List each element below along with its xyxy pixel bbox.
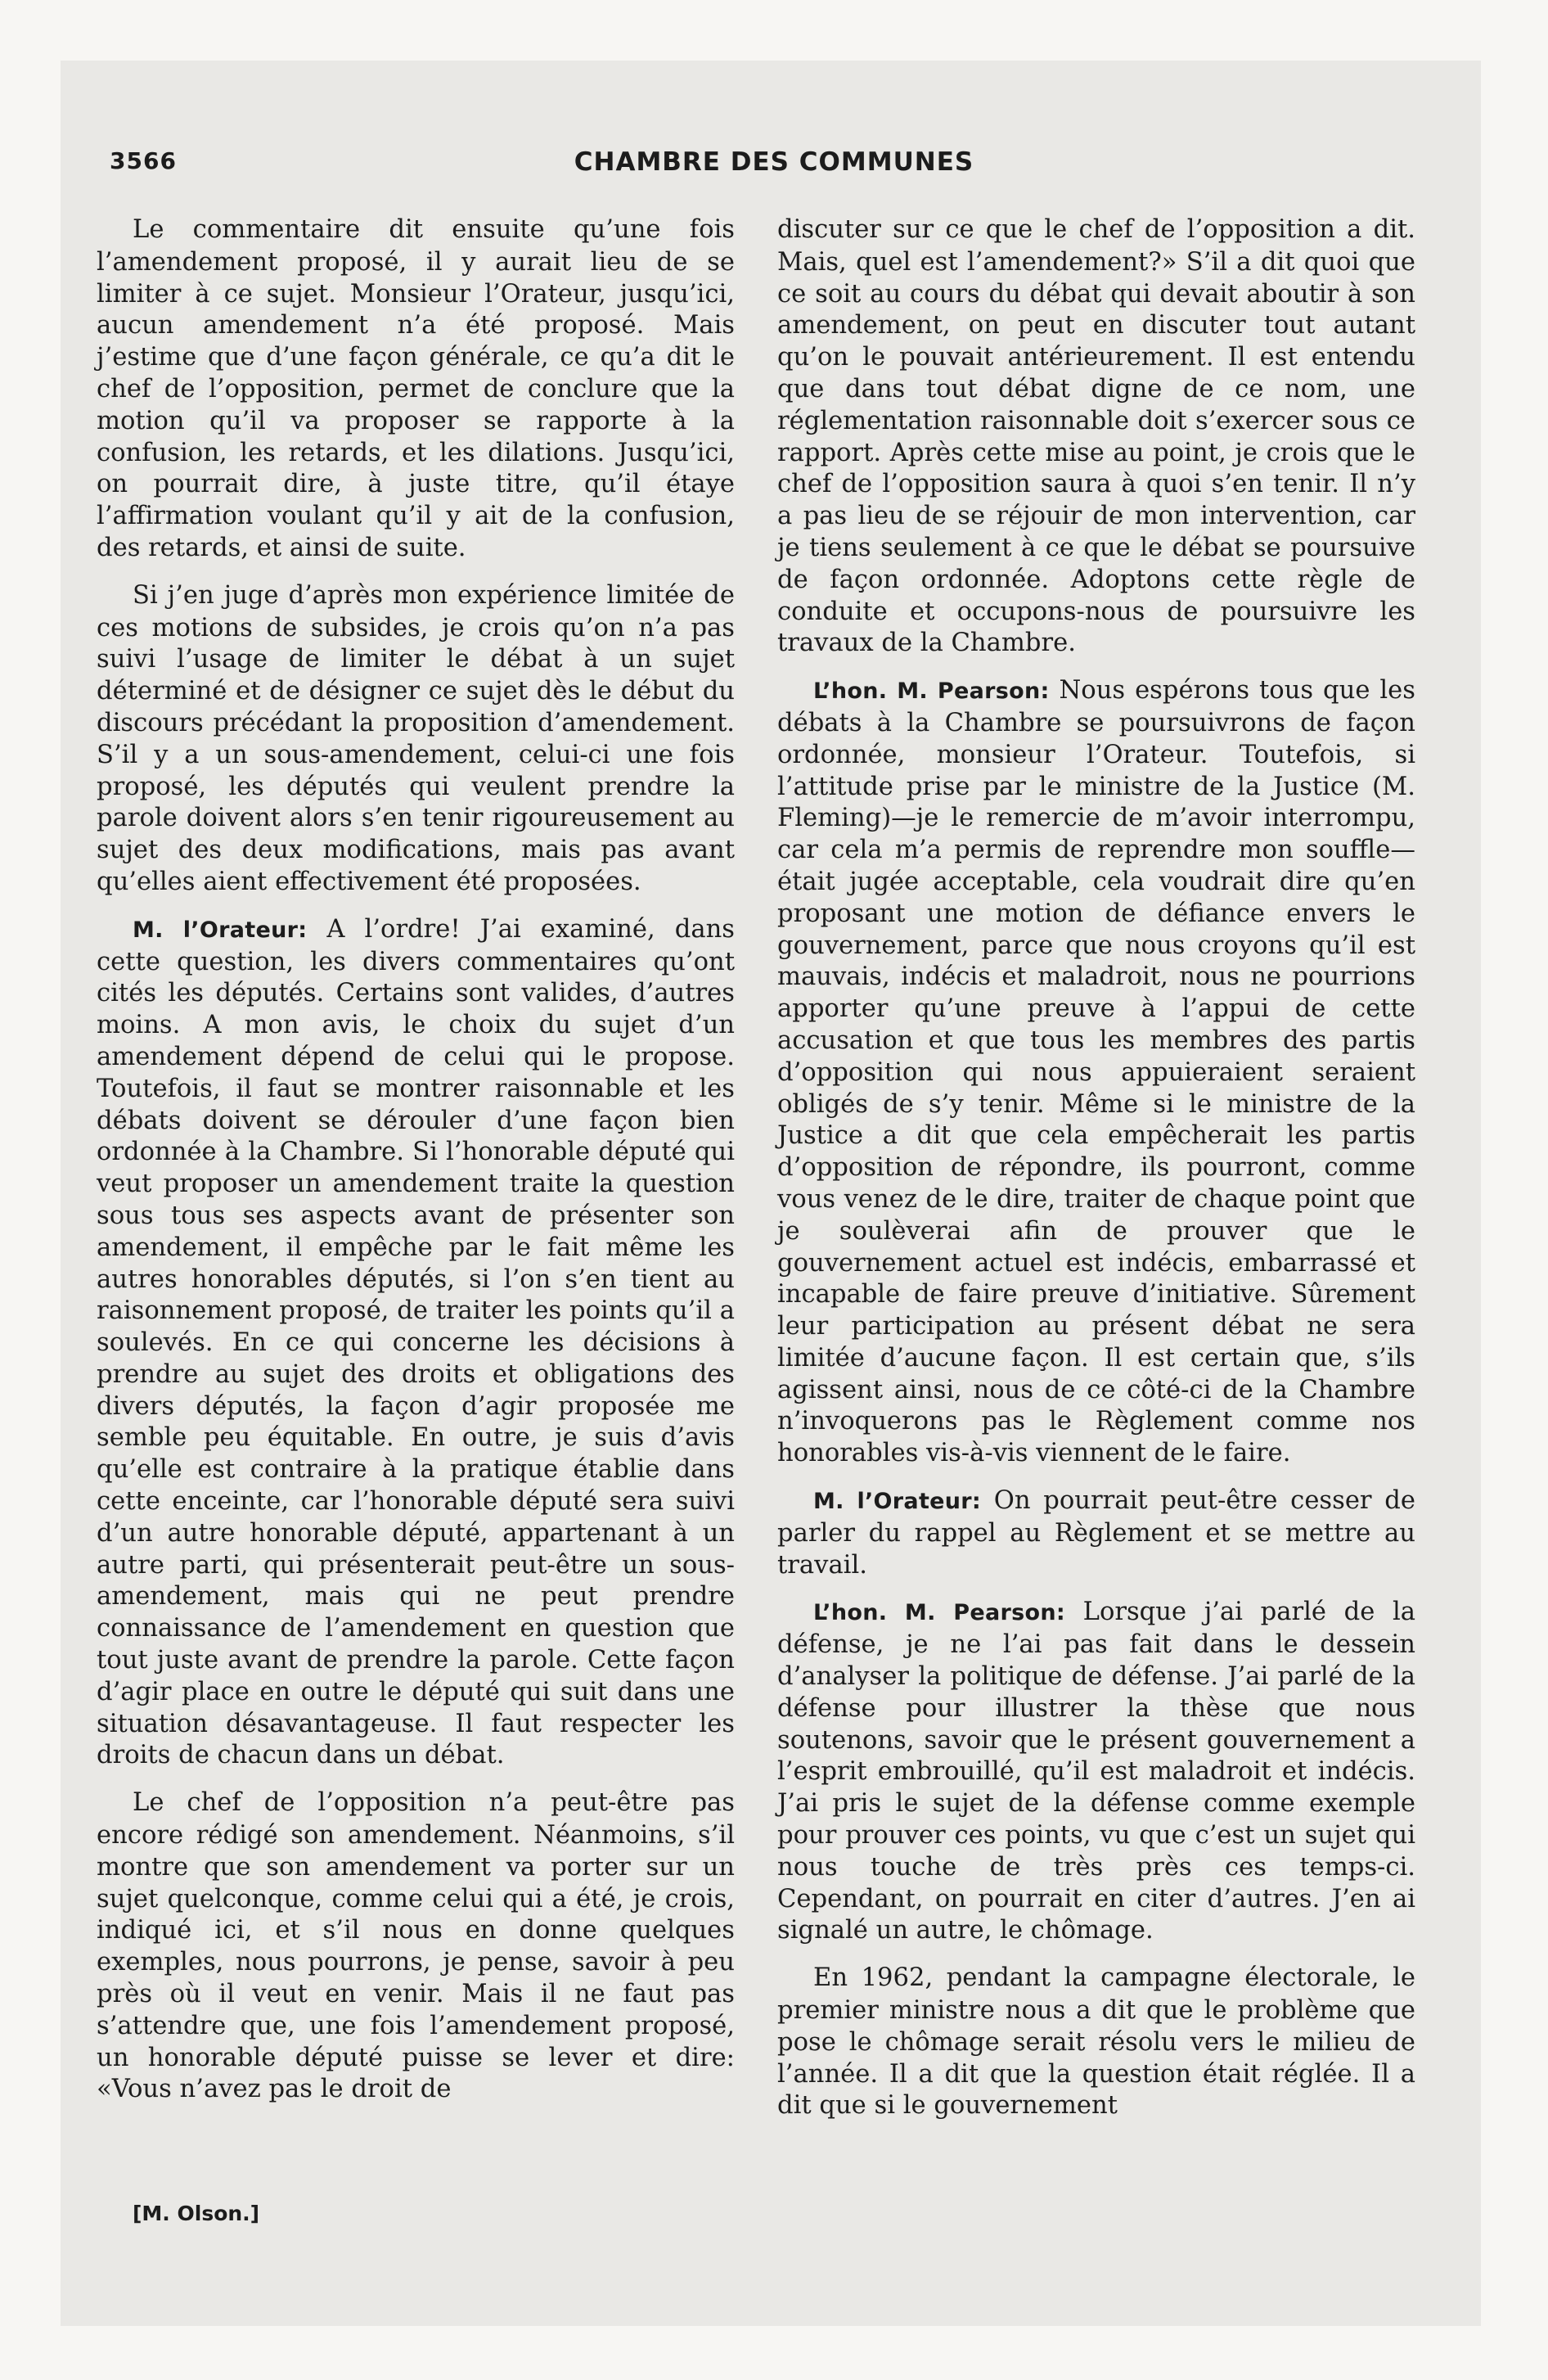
paragraph bbox=[777, 1963, 1415, 2122]
paragraph bbox=[777, 1485, 1415, 1581]
paragraph-text: Le commentaire dit ensuite qu’une fois l’amendement proposé, il y aurait lieu de se limiter à ce sujet. Monsieur l’Orateur, jusqu’ici, aucun amendement n’a été proposé. Mais j’estime que d’une façon générale, ce qu’a dit le chef de l’opposition, permet de conclure que la motion qu’il va proposer se rapporte à la confusion, les retards, et les dilations. Jusqu’ici, on pourrait dire, à juste titre, qu’il étaye l’affirmation voulant qu’il y ait de la confusion, des retards, et ainsi de suite. bbox=[97, 215, 735, 562]
paragraph-text: Si j’en juge d’après mon expérience limitée de ces motions de subsides, je crois qu’on n’a pas suivi l’usage de limiter le débat à un sujet déterminé et de désigner ce sujet dès le début du discours précédant la proposition d’amendement. S’il y a un sous-amendement, celui-ci une fois proposé, les députés qui veulent prendre la parole doivent alors s’en tenir rigoureusement au sujet des deux modifications, mais pas avant qu’elles aient effectivement été proposées. bbox=[97, 580, 735, 896]
page-number: 3566 bbox=[110, 147, 177, 174]
paragraph-text: Le chef de l’opposition n’a peut-être pas encore rédigé son amendement. Néanmoins, s’il montre que son amendement va porter sur un sujet quelconque, comme celui qui a été, je crois, indiqué ici, et s’il nous en donne quelques exemples, nous pourrons, je pense, savoir à peu près où il veut en venir. Mais il ne faut pas s’attendre que, une fois l’amendement proposé, un honorable député puisse se lever et dire: «Vous n’avez pas le droit de bbox=[97, 1788, 735, 2104]
paragraph bbox=[97, 580, 735, 899]
running-title: CHAMBRE DES COMMUNES bbox=[574, 147, 974, 177]
paragraph bbox=[97, 214, 735, 565]
right-column bbox=[777, 214, 1415, 2138]
speaker-label: L’hon. M. Pearson: bbox=[813, 678, 1050, 705]
paragraph-text: Nous espérons tous que les débats à la Chambre se poursuivrons de façon ordonnée, monsieur l’Orateur. Toutefois, si l’attitude prise par le ministre de la Justice (M. Fleming)—je le remercie de m’avoir interrompu, car cela m’a permis de reprendre mon souffle—était jugée acceptable, cela voudrait dire qu’en proposant une motion de défiance envers le gouvernement, parce que nous croyons qu’il est mauvais, indécis et maladroit, nous ne pourrions apporter qu’une preuve à l’appui de cette accusation et que tous les membres des partis d’opposition qui nous appuieraient seraient obligés de s’y tenir. Même si le ministre de la Justice a dit que cela empêcherait les partis d’opposition de répondre, ils pourront, comme vous venez de le dire, traiter de chaque point que je soulèverai afin de prouver que le gouvernement actuel est indécis, embarrassé et incapable de faire preuve d’initiative. Sûrement leur participation au présent débat ne sera limitée d’aucune façon. Il est certain que, s’ils agissent ainsi, nous de ce côté-ci de la Chambre n’invoquerons pas le Règlement comme nos honorables vis-à-vis viennent de le faire. bbox=[777, 676, 1415, 1468]
paragraph bbox=[97, 914, 735, 1773]
footer-speaker-tag: [M. Olson.] bbox=[133, 2202, 260, 2225]
paragraph bbox=[777, 214, 1415, 660]
paragraph-text: En 1962, pendant la campagne électorale, le premier ministre nous a dit que le problème que pose le chômage serait résolu vers le milieu de l’année. Il a dit que la question était réglée. Il a dit que si le gouvernement bbox=[777, 1963, 1415, 2121]
paragraph bbox=[777, 1597, 1415, 1947]
left-column bbox=[97, 214, 735, 2121]
paragraph bbox=[97, 1787, 735, 2106]
speaker-label: L’hon. M. Pearson: bbox=[813, 1600, 1065, 1626]
page-header bbox=[110, 147, 1438, 180]
paragraph-text: Lorsque j’ai parlé de la défense, je ne l’ai pas fait dans le dessein d’analyser la politique de défense. J’ai parlé de la défense pour illustrer la thèse que nous soutenons, savoir que le présent gouvernement a l’esprit embrouillé, qu’il est maladroit et indécis. J’ai pris le sujet de la défense comme exemple pour prouver ces points, vu que c’est un sujet qui nous touche de très près ces temps-ci. Cependant, on pourrait en citer d’autres. J’en ai signalé un autre, le chômage. bbox=[777, 1598, 1415, 1945]
speaker-label: M. l’Orateur: bbox=[813, 1489, 981, 1515]
paragraph-text: discuter sur ce que le chef de l’opposition a dit. Mais, quel est l’amendement?» S’il a dit quoi que ce soit au cours du débat qui devait aboutir à son amendement, on peut en discuter tout autant qu’on le pouvait antérieurement. Il est entendu que dans tout débat digne de ce nom, une réglementation raisonnable doit s’exercer sous ce rapport. Après cette mise au point, je crois que le chef de l’opposition saura à quoi s’en tenir. Il n’y a pas lieu de se réjouir de mon intervention, car je tiens seulement à ce que le débat se poursuive de façon ordonnée. Adoptons cette règle de conduite et occupons-nous de poursuivre les travaux de la Chambre. bbox=[777, 215, 1415, 658]
paragraph bbox=[777, 675, 1415, 1470]
paragraph-text: On pourrait peut-être cesser de parler du rappel au Règlement et se mettre au travail. bbox=[777, 1486, 1415, 1580]
speaker-label: M. l’Orateur: bbox=[133, 917, 308, 943]
paragraph-text: A l’ordre! J’ai examiné, dans cette question, les divers commentaires qu’ont cités les députés. Certains sont valides, d’autres moins. A mon avis, le choix du sujet d’un amendement dépend de celui qui le propose. Toutefois, il faut se montrer raisonnable et les débats doivent se dérouler d’une façon bien ordonnée à la Chambre. Si l’honorable député qui veut proposer un amendement traite la question sous tous ses aspects avant de présenter son amendement, il empêche par le fait même les autres honorables députés, si l’on s’en tient au raisonnement proposé, de traiter les points qu’il a soulevés. En ce qui concerne les décisions à prendre au sujet des droits et obligations des divers députés, la façon d’agir proposée me semble peu équitable. En outre, je suis d’avis qu’elle est contraire à la pratique établie dans cette enceinte, car l’honorable député sera suivi d’un autre honorable député, appartenant à un autre parti, qui présenterait peut-être un sous-amendement, mais qui ne peut prendre connaissance de l’amendement en question que tout juste avant de prendre la parole. Cette façon d’agir place en outre le député qui suit dans une situation désavantageuse. Il faut respecter les droits de chacun dans un débat. bbox=[97, 914, 736, 1770]
